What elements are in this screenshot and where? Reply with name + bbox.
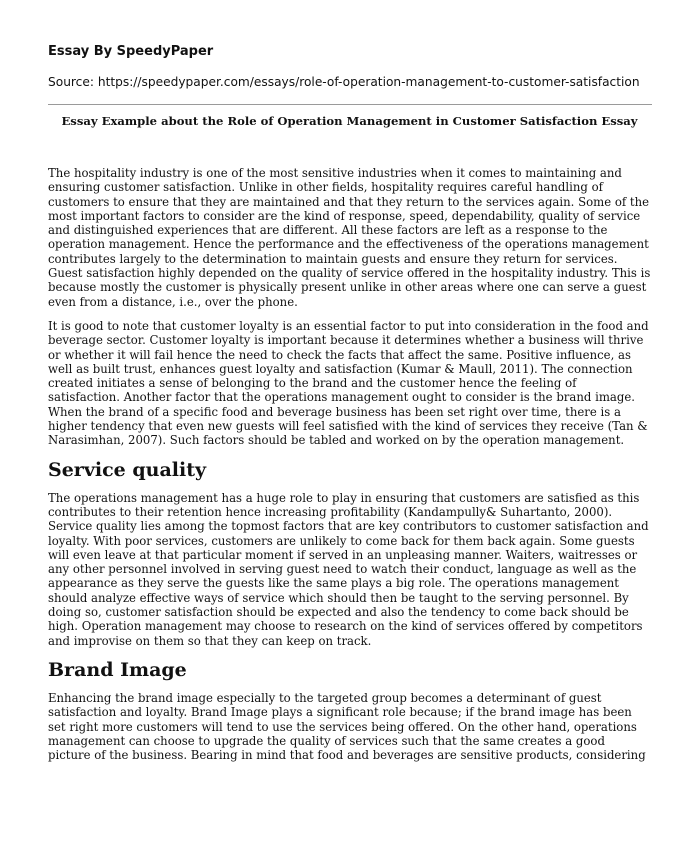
source-url[interactable]: Source: https://speedypaper.com/essays/role-of-operation-management-to-customer-satisfaction	[48, 75, 640, 89]
section-heading-service-quality: Service quality	[48, 458, 207, 481]
intro-paragraph-1: The hospitality industry is one of the most sensitive industries when it comes to maintaining and ensuring customer satisfaction. Unlike in other fields, hospitality requires careful handling of customers to ensure that they are maintained and that they return to the services again. Some of the most important factors to consider are the kind of response, speed, dependability, quality of service and distinguished experiences that are different. All these factors are left as a response to the operation management. Hence the performance and the effectiveness of the operations management contributes largely to the determination to maintain guests and ensure they return for services. Guest satisfaction highly depended on the quality of service offered in the hospitality industry. This is because mostly the customer is physically present unlike in other areas where one can serve a guest even from a distance, i.e., over the phone.	[48, 166, 651, 309]
header-divider	[48, 104, 652, 105]
section-paragraph-service-quality: The operations management has a huge role to play in ensuring that customers are satisfied as this contributes to their retention hence increasing profitability (Kandampully& Suhartanto, 2000). Service quality lies among the topmost factors that are key contributors to customer satisfaction and loyalty. With poor services, customers are unlikely to come back for them back again. Some guests will even leave at that particular moment if served in an unpleasing manner. Waiters, waitresses or any other personnel involved in serving guest need to watch their conduct, language as well as the appearance as they serve the guests like the same plays a big role. The operations management should analyze effective ways of service which should then be taught to the serving personnel. By doing so, customer satisfaction should be expected and also the tendency to come back should be high. Operation management may choose to research on the kind of services offered by competitors and improvise on them so that they can keep on track.	[48, 490, 649, 648]
essay-title: Essay Example about the Role of Operation Management in Customer Satisfaction Essay	[61, 114, 638, 128]
brand-title: Essay By SpeedyPaper	[48, 44, 214, 59]
section-paragraph-brand-image: Enhancing the brand image especially to the targeted group becomes a determinant of guest satisfaction and loyalty. Brand Image plays a significant role because; if the brand image has been set right more customers will tend to use the services being offered. On the other hand, operations management can choose to upgrade the quality of services such that the same creates a good picture of the business. Bearing in mind that food and beverages are sensitive products, considering	[48, 690, 646, 763]
document-page	[48, 44, 651, 762]
section-heading-brand-image: Brand Image	[48, 658, 187, 681]
intro-paragraph-2: It is good to note that customer loyalty is an essential factor to put into consideration in the food and beverage sector. Customer loyalty is important because it determines whether a business will thrive or whether it will fail hence the need to check the facts that affect the same. Positive influence, as well as built trust, enhances guest loyalty and satisfaction (Kumar & Maull, 2011). The connection created initiates a sense of belonging to the brand and the customer hence the feeling of satisfaction. Another factor that the operations management ought to consider is the brand image. When the brand of a specific food and beverage business has been set right over time, there is a higher tendency that even new guests will feel satisfied with the kind of services they receive (Tan & Narasimhan, 2007). Such factors should be tabled and worked on by the operation management.	[48, 318, 649, 448]
essay-body	[48, 166, 651, 762]
